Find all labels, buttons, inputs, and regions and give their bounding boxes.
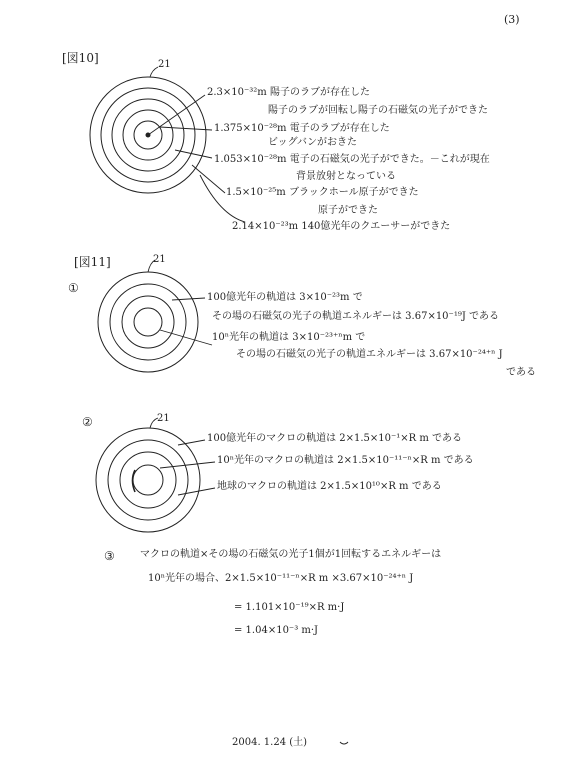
fig11-part1-line-2: その場の石磁気の光子の軌道エネルギーは 3.67×10⁻¹⁹J である <box>212 311 500 322</box>
fig11-part3-marker: ③ <box>104 549 115 563</box>
fig10-line-3: 1.375×10⁻²⁸m 電子のラブが存在した <box>214 123 390 134</box>
fig11-part3-line-3: = 1.101×10⁻¹⁹×R m·J <box>234 602 345 613</box>
fig11-part3-line-2: 10ⁿ光年の場合、2×1.5×10⁻¹¹⁻ⁿ×R m ×3.67×10⁻²⁴⁺ⁿ J <box>148 573 414 584</box>
fig10-label: [図10] <box>62 51 99 65</box>
fig11-part2-circles <box>96 418 215 532</box>
fig11-part3-line-1: マクロの軌道×その場の石磁気の光子1個が1回転するエネルギーは <box>140 549 442 560</box>
fig10-line-5: 1.053×10⁻²⁸m 電子の石磁気の光子ができた。－これが現在 <box>214 154 490 165</box>
document-date: 2004. 1.24 (土) <box>232 737 308 748</box>
fig11-part1-marker: ① <box>68 281 79 295</box>
fig11-part2-line-2: 10ⁿ光年のマクロの軌道は 2×1.5×10⁻¹¹⁻ⁿ×R m である <box>217 455 474 466</box>
fig11-label: [図11] <box>74 255 111 269</box>
fig10-line-6: 背景放射となっている <box>296 171 396 182</box>
fig10-line-8: 原子ができた <box>318 205 378 216</box>
fig11-part1-line-4: その場の石磁気の光子の軌道エネルギーは 3.67×10⁻²⁴⁺ⁿ J <box>236 349 503 360</box>
fig10-number: 21 <box>158 59 171 70</box>
fig11-part2-number: 21 <box>157 413 170 424</box>
fig10-line-9: 2.14×10⁻²³m 140億光年のクエーサーができた <box>232 221 451 232</box>
fig11-part1-line-5: である <box>506 367 536 378</box>
fig11-part3-line-4: = 1.04×10⁻³ m·J <box>234 625 319 636</box>
page-number: (3) <box>504 13 520 26</box>
fig10-line-7: 1.5×10⁻²⁵m ブラックホール原子ができた <box>226 187 419 198</box>
fig11-part1-line-1: 100億光年の軌道は 3×10⁻²³m で <box>207 292 363 303</box>
fig10-line-2: 陽子のラブが回転し陽子の石磁気の光子ができた <box>268 105 488 116</box>
fig10-line-4: ビッグバンがおきた <box>268 137 357 148</box>
fig11-part2-line-1: 100億光年のマクロの軌道は 2×1.5×10⁻¹×R m である <box>207 433 463 444</box>
fig11-part1-number: 21 <box>153 254 166 265</box>
fig11-part1-circles <box>98 260 212 372</box>
fig10-line-1: 2.3×10⁻³²m 陽子のラブが存在した <box>207 87 370 98</box>
date-mark <box>340 742 348 744</box>
fig11-part1-line-3: 10ⁿ光年の軌道は 3×10⁻²³⁺ⁿm で <box>212 332 366 343</box>
fig11-part2-marker: ② <box>82 415 93 429</box>
fig11-part2-line-3: 地球のマクロの軌道は 2×1.5×10¹⁰×R m である <box>217 481 442 492</box>
